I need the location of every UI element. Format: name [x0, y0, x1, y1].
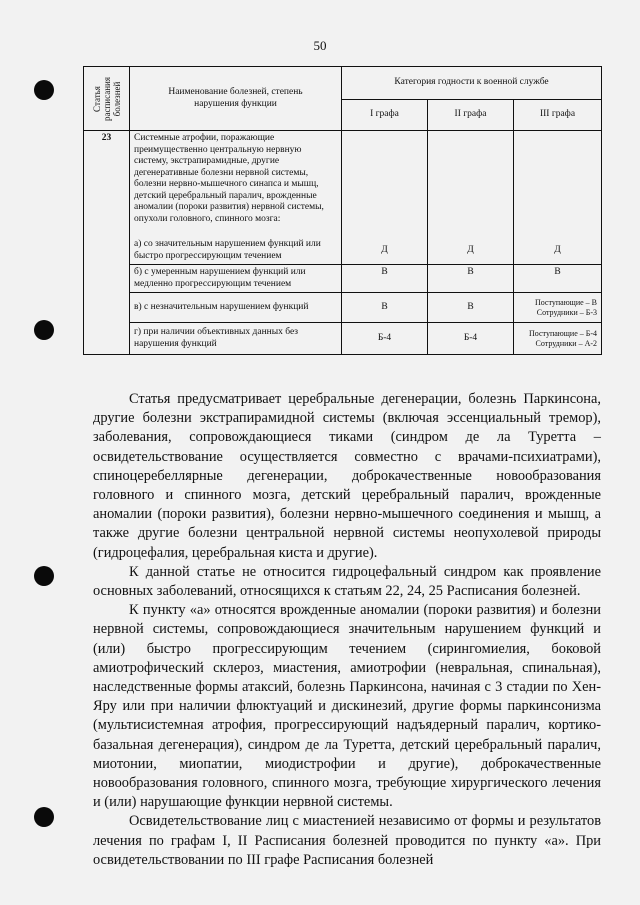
- column-3-header: III графа: [514, 100, 602, 131]
- cell-a-col3: Д: [514, 131, 602, 265]
- cell-a-col2: Д: [428, 131, 514, 265]
- row-label-c: в) с незначительным нарушением функций: [130, 293, 342, 323]
- row-label-b: б) с умеренным нарушением функций или медленно прогрессирующим течением: [130, 265, 342, 293]
- paragraph: К пункту «а» относятся врожденные аномалии (пороки развития) и болезни нервной системы, сопровождающиеся значительным нарушением функций и (или) быстро прогрессирующим течением (сирингомиелия, боковой амиотрофический склероз, миастения, амиотрофии (невральная, спинальная), наследственные формы атаксий, болезнь Паркинсона, начиная с 3 стадии по Хен-Яру или при наличии флюктуаций и дискинезий, другие формы паркинсонизма (мультисистемная атрофия, прогрессирующий надъядерный паралич, кортико-базальная дегенерация), синдром де ла Туретта, детский церебральный паралич, миотонии, миопатии, миодистрофии и другие), доброкачественные новообразования головного, спинного мозга, требующие хирургического лечения и (или) нарушающие функции нервной системы.: [93, 602, 601, 811]
- punch-hole: [34, 566, 54, 586]
- cell-c-col3: Поступающие – В Сотрудники – Б-3: [514, 293, 602, 323]
- row-label-d: г) при наличии объективных данных без нарушения функций: [130, 323, 342, 355]
- cell-d-col1: Б-4: [342, 323, 428, 355]
- fitness-category-table: [83, 66, 602, 355]
- article-header-text: Статья расписания болезней: [91, 76, 122, 121]
- punch-hole: [34, 80, 54, 100]
- table-row: [84, 293, 602, 323]
- table-row: [84, 323, 602, 355]
- cell-d-col3: Поступающие – Б-4 Сотрудники – А-2: [514, 323, 602, 355]
- article-number: 23: [84, 131, 130, 355]
- row-label-a: а) со значительным нарушением функций или быстро прогрессирующим течением: [134, 239, 321, 261]
- body-text: [93, 390, 601, 870]
- article-intro: Системные атрофии, поражающие преимущественно центральную нервную систему, экстрапирамидные, другие дегенеративные болезни нервной системы, болезни нервно-мышечного синапса и мышц, детский церебральный паралич, врожденные аномалии (пороки развития) нервной системы, опухоли головного, спинного мозга:: [134, 133, 324, 224]
- cell-d-col2: Б-4: [428, 323, 514, 355]
- cell-c-col1: В: [342, 293, 428, 323]
- cell-b-col3: В: [514, 265, 602, 293]
- fitness-category-header: Категория годности к военной службе: [342, 67, 602, 100]
- cell-b-col2: В: [428, 265, 514, 293]
- disease-name-header: Наименование болезней, степень нарушения функции: [130, 67, 342, 131]
- cell-b-col1: В: [342, 265, 428, 293]
- table-row: [84, 265, 602, 293]
- punch-hole: [34, 320, 54, 340]
- paragraph: Освидетельствование лиц с миастенией независимо от формы и результатов лечения по графам I, II Расписания болезней проводится по пункту «а». При освидетельствовании по III графе Расписания болезней: [93, 813, 601, 868]
- cell-c-col2: В: [428, 293, 514, 323]
- column-1-header: I графа: [342, 100, 428, 131]
- column-2-header: II графа: [428, 100, 514, 131]
- table-row: [84, 131, 602, 265]
- paragraph: Статья предусматривает церебральные дегенерации, болезнь Паркинсона, другие болезни экстрапирамидной системы (включая эссенциальный тремор), заболевания, сопровождающиеся тиками (синдром де ла Туретта – освидетельствование осуществляется совместно с врачами-психиатрами), спиноцеребеллярные дегенерации, доброкачественные новообразования головного и спинного мозга, детский церебральный паралич, врожденные аномалии (пороки развития), болезни нервно-мышечного соединения и мышц, а также другие болезни центральной нервной системы неопухолевой природы (гидроцефалия, церебральная киста и другие).: [93, 391, 601, 561]
- row-label: [130, 131, 342, 265]
- punch-hole: [34, 807, 54, 827]
- article-column-header: [84, 67, 130, 131]
- cell-a-col1: Д: [342, 131, 428, 265]
- paragraph: К данной статье не относится гидроцефальный синдром как проявление основных заболеваний, относящихся к статьям 22, 24, 25 Расписания болезней.: [93, 563, 601, 600]
- page-number: 50: [313, 38, 327, 53]
